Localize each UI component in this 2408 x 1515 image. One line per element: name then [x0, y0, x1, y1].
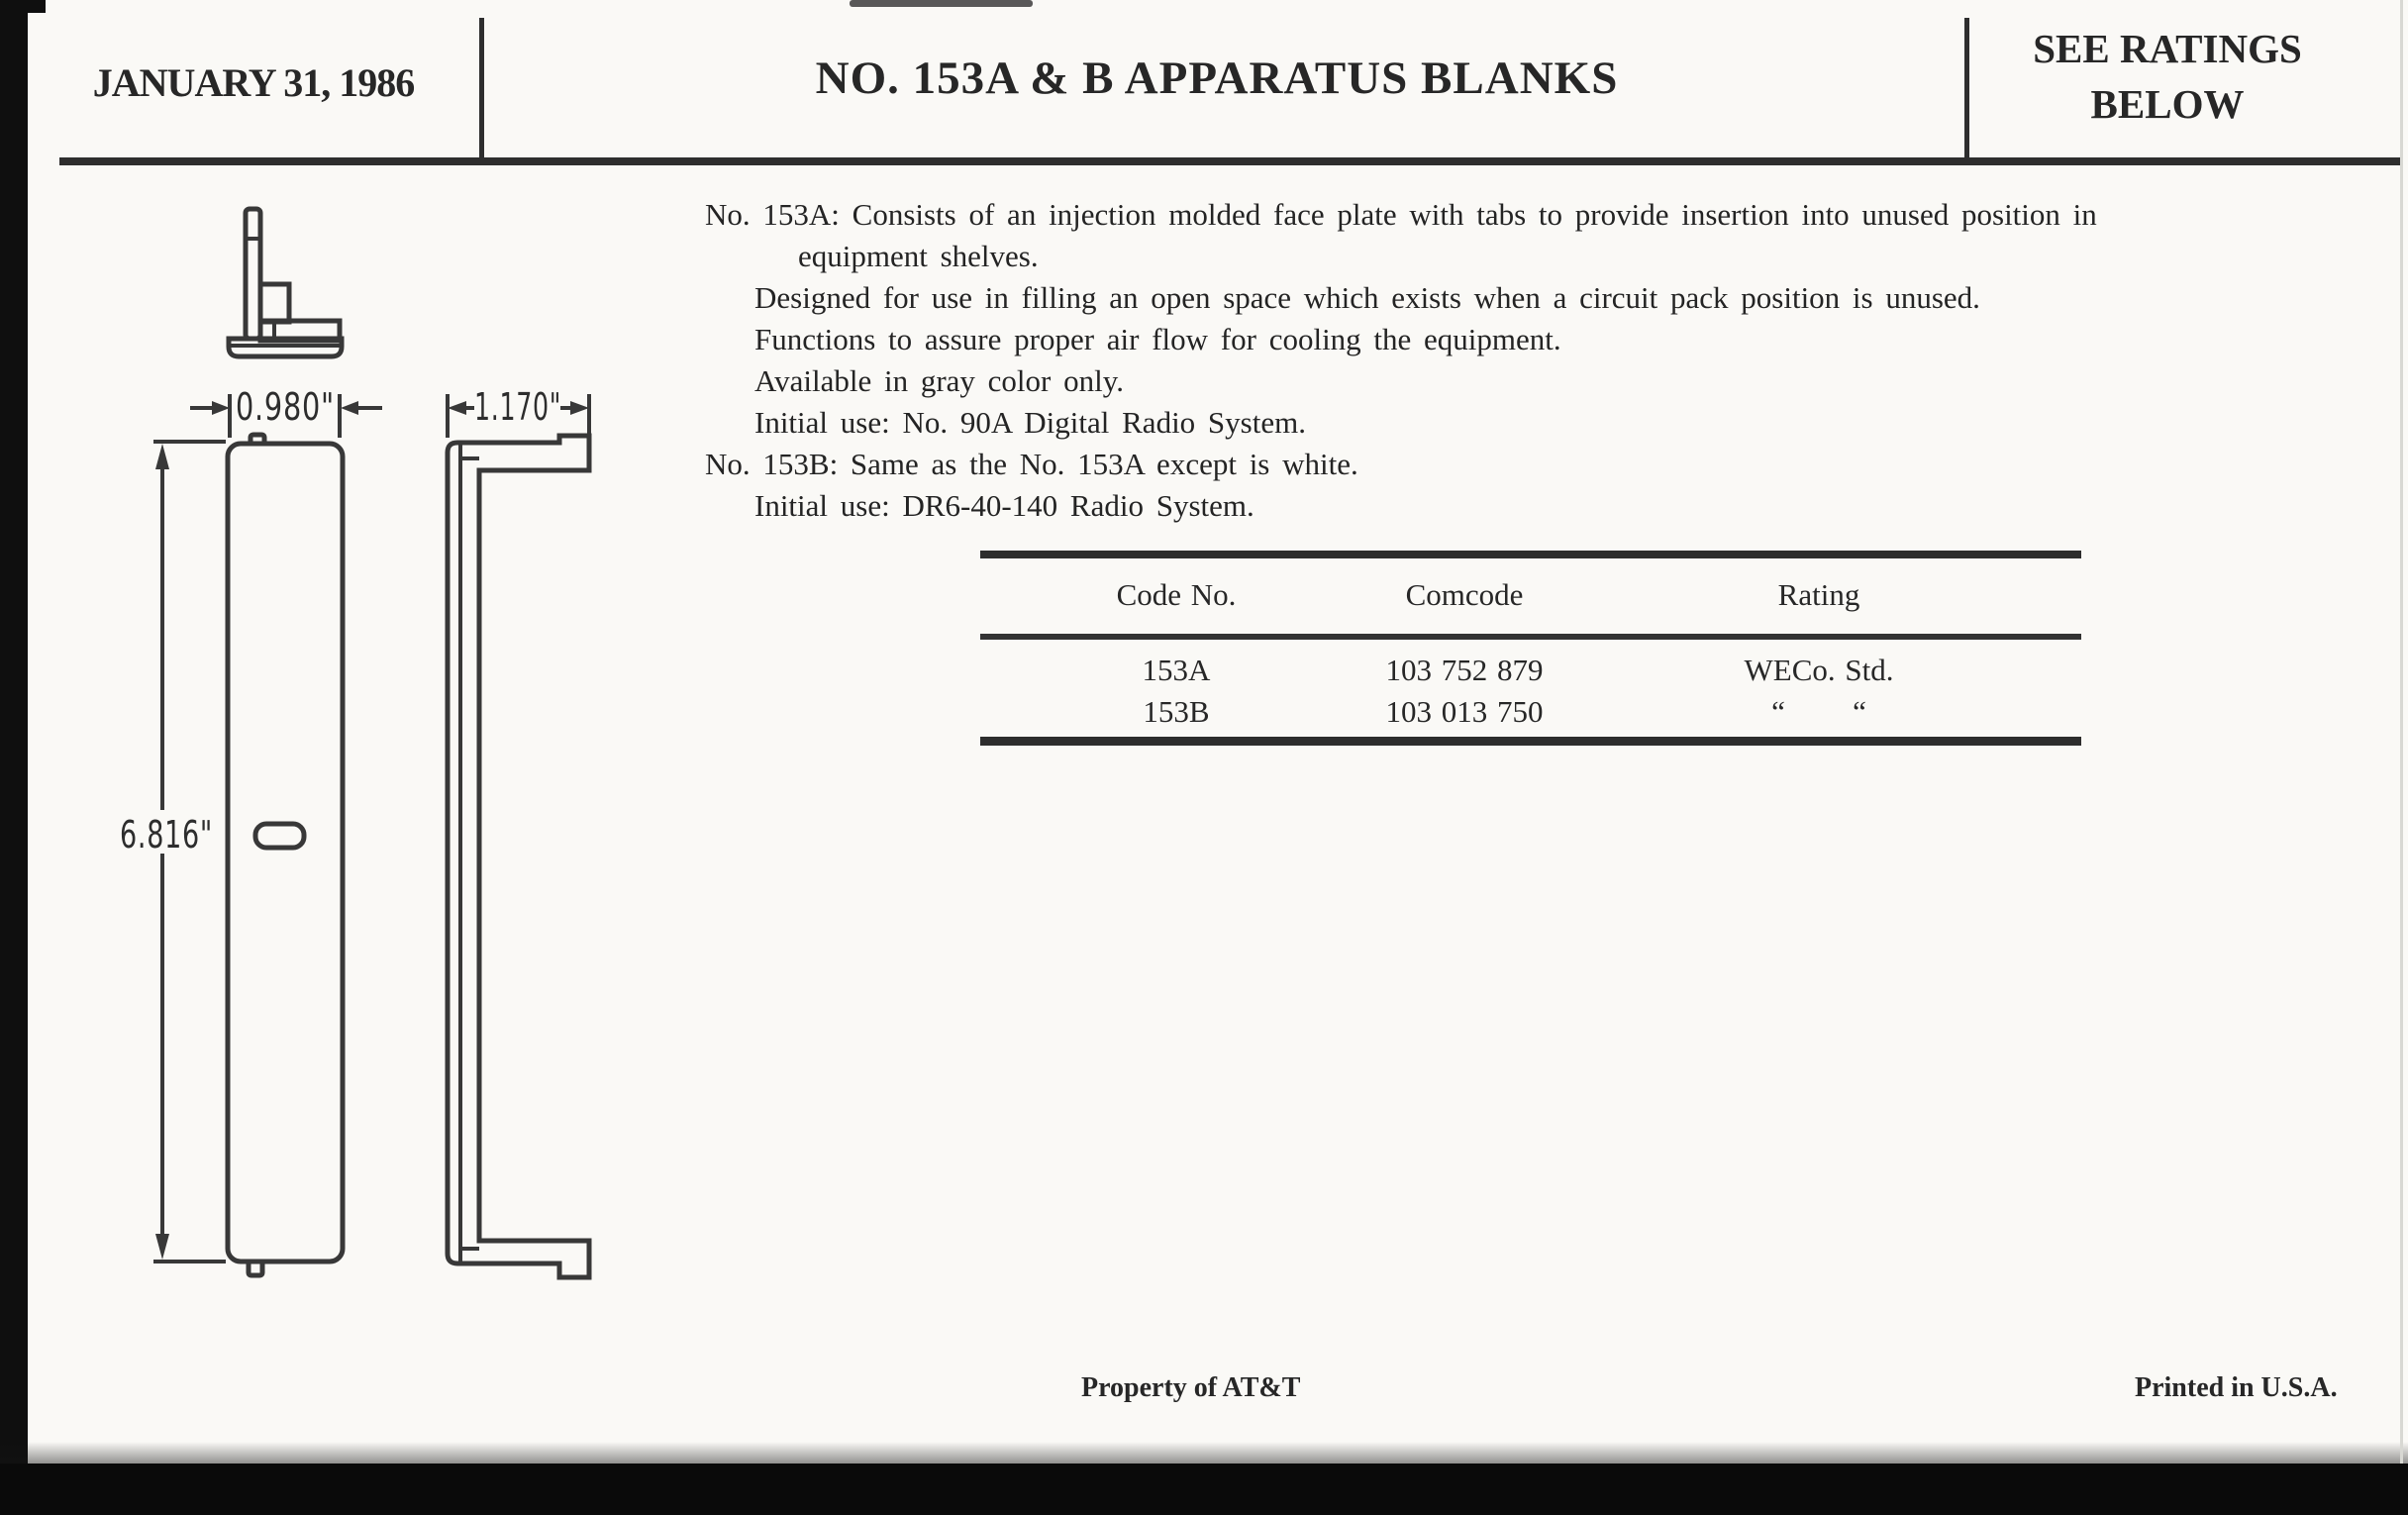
height-dimension — [120, 442, 226, 1262]
scan-bottom-shadow — [0, 1442, 2408, 1464]
column-header-code-no: Code No. — [1116, 577, 1237, 612]
code-no-value: 153B — [1143, 694, 1210, 729]
side-width-dimension — [448, 385, 589, 438]
comcode-value: 103 752 879 — [1385, 653, 1544, 687]
rating-ditto-marks: “ “ — [1771, 694, 1866, 729]
height-dimension-label: 6.816" — [120, 813, 213, 857]
side-width-dimension-label: 1.170" — [474, 385, 561, 429]
scan-top-left-corner-mark — [0, 0, 46, 13]
column-header-comcode: Comcode — [1405, 577, 1524, 612]
footer-printed-note: Printed in U.S.A. — [2135, 1372, 2338, 1403]
header-divider-right — [1964, 18, 1969, 158]
front-view-drawing — [228, 435, 343, 1275]
description-line: Available in gray color only. — [754, 363, 1124, 398]
ratings-note-line2: BELOW — [2090, 81, 2245, 127]
header-divider-left — [479, 18, 484, 158]
description-line: equipment shelves. — [798, 239, 1039, 273]
description-line: Designed for use in filling an open space which exists when a circuit pack position is unused. — [754, 280, 1980, 315]
profile-view-drawing — [229, 209, 342, 356]
column-header-rating: Rating — [1777, 577, 1860, 612]
description-block — [705, 194, 2388, 527]
description-line: No. 153B: Same as the No. 153A except is white. — [705, 447, 1358, 481]
ratings-table-body — [980, 640, 2081, 737]
handle-slot — [255, 824, 304, 848]
rating-value: WECo. Std. — [1744, 653, 1894, 687]
description-line: Initial use: DR6-40-140 Radio System. — [754, 488, 1254, 523]
table-row — [980, 654, 2081, 686]
ratings-note-line1: SEE RATINGS — [2033, 26, 2302, 71]
page-title: NO. 153A & B APPARATUS BLANKS — [815, 52, 1619, 104]
document-date: JANUARY 31, 1986 — [92, 60, 415, 105]
scan-right-edge-line — [2400, 0, 2403, 1464]
comcode-value: 103 013 750 — [1385, 694, 1544, 729]
footer-property-note: Property of AT&T — [1081, 1372, 1301, 1403]
ratings-table-header — [980, 558, 2081, 640]
side-view-drawing — [448, 436, 589, 1277]
scan-left-black-band — [0, 0, 28, 1515]
scan-top-smudge — [850, 0, 1033, 7]
ratings-table — [980, 551, 2081, 746]
table-row — [980, 695, 2081, 728]
technical-drawing — [79, 188, 634, 1307]
front-width-dimension — [190, 385, 382, 438]
description-line: Initial use: No. 90A Digital Radio System. — [754, 405, 1306, 440]
scan-bottom-black-band — [0, 1464, 2408, 1515]
front-width-dimension-label: 0.980" — [236, 385, 335, 429]
description-line: Functions to assure proper air flow for cooling the equipment. — [754, 322, 1561, 356]
code-no-value: 153A — [1142, 653, 1211, 687]
description-line: No. 153A: Consists of an injection molded face plate with tabs to provide insertion into unused position in — [705, 197, 2097, 232]
header-rule — [59, 157, 2400, 165]
